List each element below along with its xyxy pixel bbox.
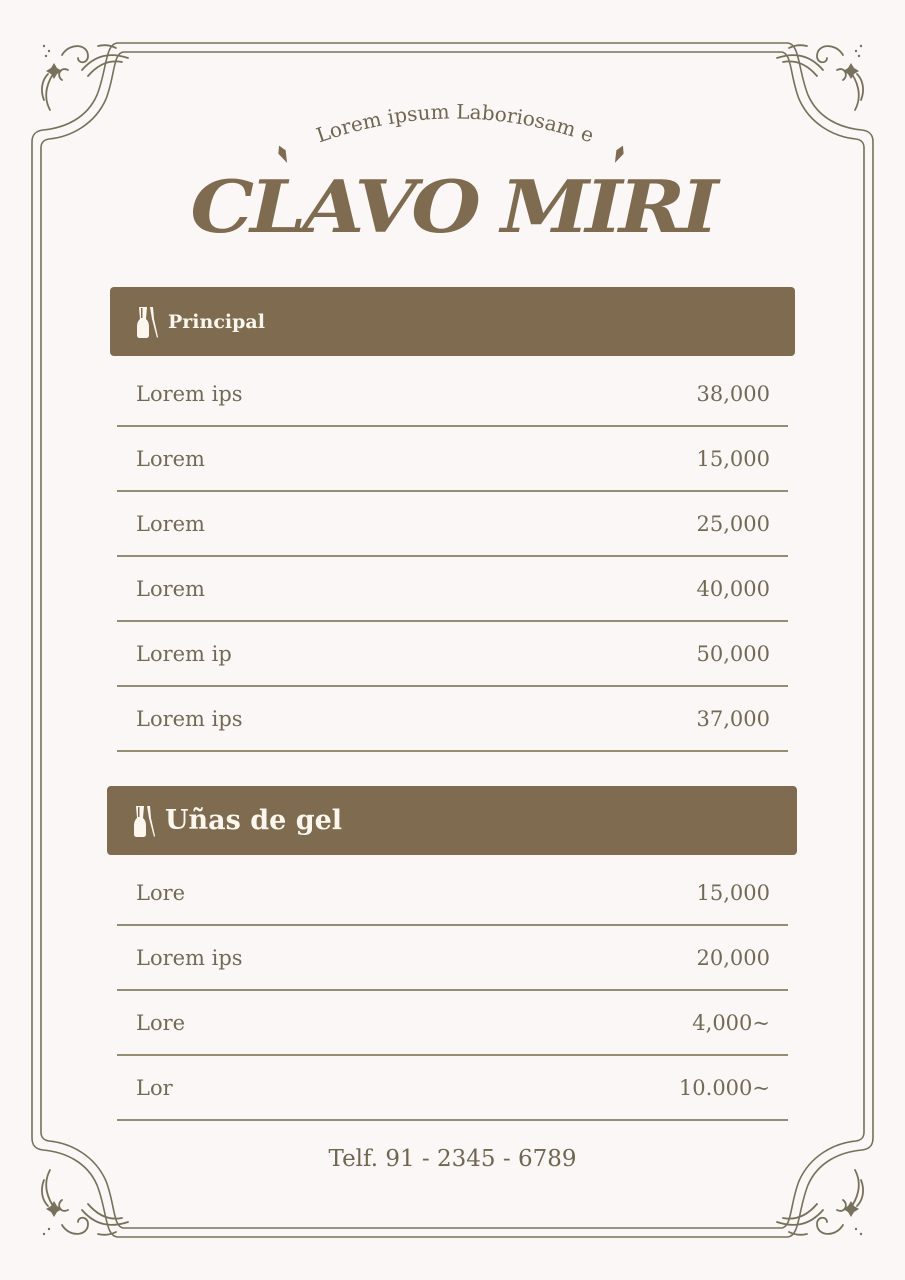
item-price: 15,000 bbox=[696, 446, 770, 471]
item-price: 50,000 bbox=[696, 641, 770, 666]
diamond-right-icon bbox=[611, 144, 626, 165]
item-name: Lorem ips bbox=[136, 706, 243, 731]
nail-polish-icon bbox=[133, 804, 159, 838]
item-price: 25,000 bbox=[696, 511, 770, 536]
menu-item bbox=[117, 427, 788, 492]
item-price: 38,000 bbox=[696, 381, 770, 406]
svg-text:Lorem ipsum Laboriosam e: Lorem ipsum Laboriosam e bbox=[313, 99, 597, 148]
item-name: Lorem ips bbox=[136, 381, 243, 406]
item-name: Lorem bbox=[136, 511, 205, 536]
item-name: Lor bbox=[136, 1075, 173, 1100]
section-title: Principal bbox=[168, 310, 265, 333]
item-price: 4,000~ bbox=[692, 1010, 770, 1035]
menu-item bbox=[117, 861, 788, 926]
item-name: Lorem ip bbox=[136, 641, 232, 666]
section-header-unas-de-gel bbox=[107, 786, 797, 855]
item-price: 20,000 bbox=[696, 945, 770, 970]
menu-item bbox=[117, 991, 788, 1056]
item-name: Lore bbox=[136, 1010, 186, 1035]
phone-number: Telf. 91 - 2345 - 6789 bbox=[328, 1146, 577, 1172]
menu-item bbox=[117, 557, 788, 622]
menu-item bbox=[117, 1056, 788, 1121]
section-title: Uñas de gel bbox=[165, 805, 343, 836]
item-price: 40,000 bbox=[696, 576, 770, 601]
item-price: 37,000 bbox=[696, 706, 770, 731]
item-name: Lorem ips bbox=[136, 945, 243, 970]
brand-title: CLAVO MIRI bbox=[190, 164, 715, 250]
item-price: 10.000~ bbox=[678, 1075, 770, 1100]
menu-item bbox=[117, 926, 788, 991]
item-name: Lore bbox=[136, 880, 186, 905]
menu-item bbox=[117, 622, 788, 687]
item-name: Lorem bbox=[136, 576, 205, 601]
nail-polish-icon bbox=[136, 305, 162, 339]
section-header-principal bbox=[110, 287, 795, 356]
menu-item bbox=[117, 687, 788, 752]
item-name: Lorem bbox=[136, 446, 205, 471]
menu-item bbox=[117, 362, 788, 427]
item-price: 15,000 bbox=[696, 880, 770, 905]
tagline bbox=[250, 90, 660, 170]
diamond-left-icon bbox=[275, 144, 290, 165]
menu-item bbox=[117, 492, 788, 557]
